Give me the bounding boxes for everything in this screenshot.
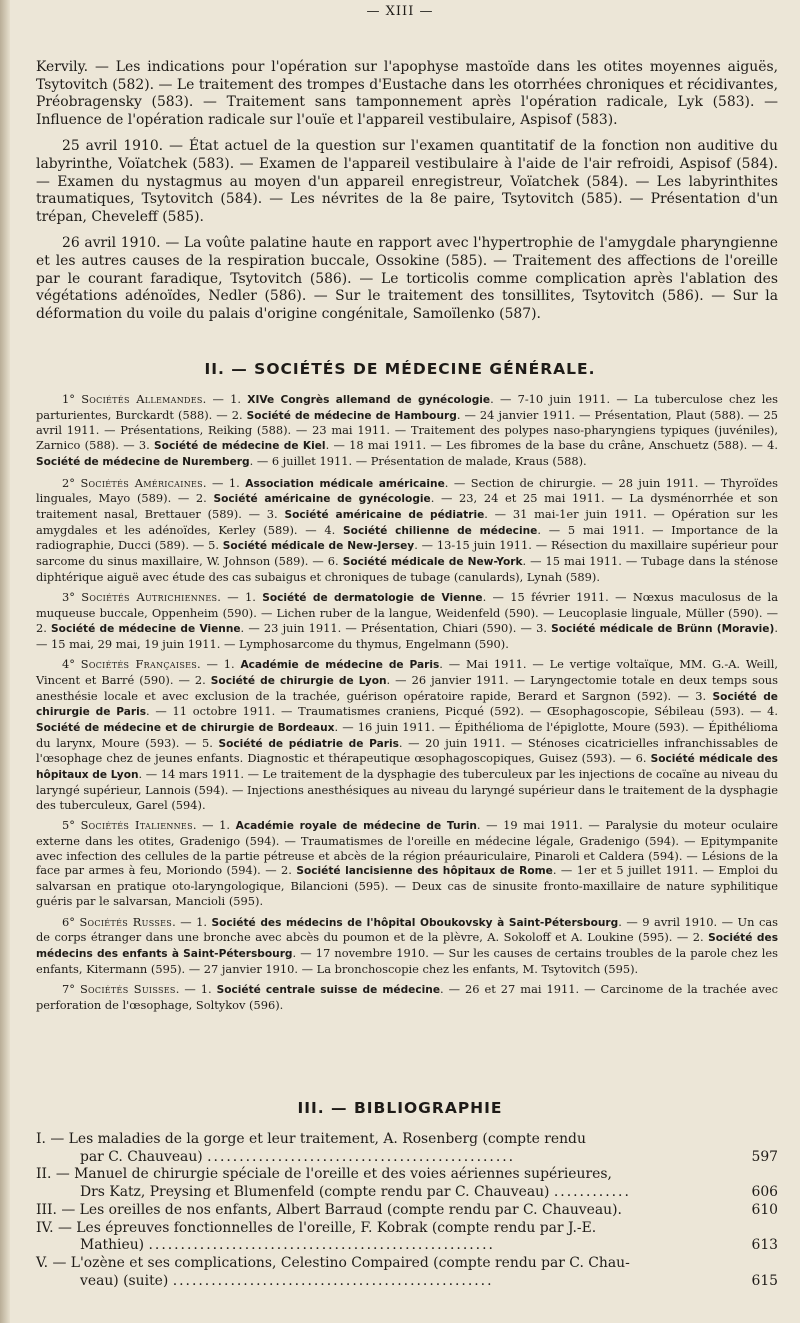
society-name: Société lancisienne des hôpitaux de Rome (296, 865, 553, 878)
bibliography-line (36, 1255, 778, 1273)
bibliography-number: I. (36, 1131, 46, 1147)
entry-text: . — 11 octobre 1911. — Traumatismes craniens, Picqué (592). — Œsophagoscopie, Sébileau (593). — 4. (146, 704, 778, 719)
bibliography-line (36, 1166, 778, 1184)
bibliography-page-number: 613 (751, 1237, 778, 1254)
society-name: XIVe Congrès allemand de gynécologie (247, 394, 491, 406)
entry-text: . — 17 novembre 1910. — Sur les causes de certains troubles de la parole chez les enfants, Kitermann (595). — 27 janvier 1910. — La bronchoscopie chez les enfants, M. Tsytovitch (595). (36, 945, 778, 976)
entry-text: . — Section de chirurgie. — 28 juin 1911. — Thyroïdes linguales, Mayo (589). — 2. (36, 475, 778, 506)
society-name: Académie de médecine de Paris (240, 659, 440, 672)
entry-text: . — 18 mai 1911. — Les fibromes de la base du crâne, Anschuetz (588). — 4. (325, 438, 779, 453)
section-3-title: III. — BIBLIOGRAPHIE (297, 1099, 503, 1117)
entry-text: . — 15 février 1911. — Nœxus maculosus de la muqueuse buccale, Oppenheim (590). — Lichen ruber de la langue, Weidenfeld (590). — Leucoplasie linguale, Müller (590). — 2. (36, 590, 778, 635)
bibliography-list (36, 1131, 778, 1290)
society-entry (36, 818, 778, 908)
bibliography-line (36, 1220, 778, 1238)
bibliography-line (36, 1202, 778, 1220)
dot-leader: ...................................................... (148, 1237, 495, 1254)
entry-number: 1° (62, 392, 82, 406)
entry-text: . — 13-15 juin 1911. — Résection du maxillaire supérieur pour sarcome du sinus maxillaire, W. Johnson (589). — 6. (36, 538, 778, 569)
entry-text: . — 1. (172, 914, 212, 929)
page-number-header: — XIII — (366, 4, 434, 19)
society-entry (36, 392, 778, 470)
entry-number: 7° (62, 982, 80, 997)
bibliography-continuation: Mathieu) ...................................................... (80, 1237, 495, 1254)
society-entry (36, 982, 778, 1012)
society-group-name: Sociétés Autrichiennes (81, 590, 218, 605)
society-name: Société américaine de gynécologie (213, 493, 431, 506)
society-name: Académie royale de médecine de Turin (235, 820, 477, 833)
society-name: Société de médecine et de chirurgie de Bordeaux (36, 722, 335, 735)
intro-paragraph-3: 26 avril 1910. — La voûte palatine haute en rapport avec l'hypertrophie de l'amygdale pharyngienne et les autres causes de la respiration buccale, Ossokine (585). — Traitement des affections de l'oreille par le courant faradique, Tsytovitch (586). — Le torticolis comme complication après l'ablation des végétations adénoïdes, Nedler (586). — Sur le traitement des tonsillites, Tsytovitch (586). — Sur la déformation du voile du palais d'origine congénitale, Samoïlenko (587). (36, 235, 778, 322)
society-name: Société médicale de Brünn (Moravie) (551, 622, 775, 635)
entry-text: . — 26 et 27 mai 1911. — Carcinome de la trachée avec perforation de l'œsophage, Soltykov (596). (36, 982, 778, 1013)
entry-number: 6° (62, 914, 80, 929)
bibliography-title: — Les maladies de la gorge et leur traitement, A. Rosenberg (compte rendu (50, 1131, 586, 1147)
entry-text: . — 23, 24 et 25 mai 1911. — La dysménorrhée et son traitement nasal, Brettauer (589). — 3. (36, 491, 779, 521)
society-name: Société chilienne de médecine (343, 524, 538, 537)
society-name: Association médicale américaine (245, 477, 445, 490)
society-name: Société de chirurgie de Paris (36, 690, 778, 719)
bibliography-page-number: 606 (751, 1184, 778, 1201)
entry-text: . — 9 avril 1910. — Un cas de corps étranger dans une bronche avec abcès du poumon et de la plèvre, A. Sokoloff et A. Loukine (595). — 2. (36, 914, 778, 945)
entry-text: . — 1. (192, 818, 236, 833)
society-entry (36, 915, 778, 977)
bibliography-number: IV. (36, 1219, 54, 1236)
society-group-name: Sociétés Américaines (80, 475, 203, 490)
society-name: Société de médecine de Vienne (51, 622, 241, 635)
bibliography-continuation: veau) (suite) .................................................. (80, 1272, 494, 1289)
section-2-title: II. — SOCIÉTÉS DE MÉDECINE GÉNÉRALE. (204, 360, 596, 378)
entry-text: . — 26 janvier 1911. — Laryngectomie totale en deux temps sous anesthésie locale et avec exclusion de la trachée, guérison opératoire rapide, Berard et Sargnon (592). — 3. (36, 672, 778, 703)
society-entry (36, 476, 778, 585)
bibliography-line (36, 1131, 778, 1149)
bibliography-title: — L'ozène et ses complications, Celestino Compaired (compte rendu par C. Chau- (52, 1254, 630, 1271)
bibliography-items (36, 1131, 778, 1290)
intro-paragraph-2: 25 avril 1910. — État actuel de la question sur l'examen quantitatif de la fonction non auditive du labyrinthe, Voïatchek (583). — Examen de l'appareil vestibulaire à l'aide de l'air refroidi, Aspisof (584). — Examen du nystagmus au moyen d'un appareil enregistreur, Voïatchek (584). — Les labyrinthites traumatiques, Tsytovitch (584). — Les névrites de la 8e paire, Tsytovitch (585). — Présentation d'un trépan, Cheveleff (585). (36, 138, 778, 225)
society-name: Société médicale de New-York (342, 556, 523, 569)
entry-text: . — 19 mai 1911. — Paralysie du moteur oculaire externe dans les otites, Gradenigo (594). — Traumatismes de l'oreille en médecine légale, Gradenigo (594). — Epitympanite avec infection des cellules de la partie pétreuse et abcès de la région préauriculaire, Pinaroli et Caldera (594). — Lésions de la face par armes à feu, Moriondo (594). — 2. (36, 818, 778, 878)
entry-text: . — 23 juin 1911. — Présentation, Chiari (590). — 3. (240, 620, 552, 635)
bibliography-item (36, 1166, 778, 1201)
bibliography-item (36, 1220, 778, 1255)
bibliography-page-number: 597 (751, 1148, 778, 1165)
section-2-body (36, 392, 778, 1013)
society-name: Société de médecine de Nuremberg (36, 455, 250, 468)
society-name: Société de dermatologie de Vienne (262, 592, 483, 605)
entry-text: . — 15 mai 1911. — Tubage dans la sténose diphtérique aiguë avec étude des cas subaigus et chroniques de tubage (canulards), Lynah (589). (36, 554, 778, 584)
entry-text: . — 24 janvier 1911. — Présentation, Plaut (588). — 25 avril 1911. — Présentations, Reiking (588). — 23 mai 1911. — Traitement des polypes naso-pharyngiens typiques (juvéniles), Zarnico (588). — 3. (36, 407, 779, 453)
page-edge-shadow (0, 0, 10, 1323)
society-name: Société américaine de pédiatrie (284, 508, 485, 521)
society-name: Société de médecine de Hambourg (246, 409, 457, 422)
entry-text: . — 16 juin 1911. — Épithélioma de l'épiglotte, Moure (593). — Épithélioma du larynx, Moure (593). — 5. (36, 720, 778, 750)
society-name: Société de médecine de Kiel (154, 440, 326, 453)
society-name: Société des médecins des enfants à Saint-Pétersbourg (36, 932, 779, 960)
bibliography-title: — Les épreuves fonctionnelles de l'oreille, F. Kobrak (compte rendu par J.-E. (57, 1219, 597, 1236)
bibliography-page-number: 615 (751, 1272, 778, 1289)
society-group-name: Sociétés Italiennes (80, 818, 193, 833)
society-group-name: Sociétés Françaises (80, 657, 198, 672)
society-entry (36, 657, 778, 812)
bibliography-page-number: 610 (751, 1201, 778, 1218)
bibliography-continuation: par C. Chauveau) ................................................ (80, 1148, 516, 1165)
entry-text: . — 1. (217, 590, 263, 605)
bibliography-item (36, 1131, 778, 1166)
entry-text: . — 1. (197, 657, 241, 672)
entry-text: . — 14 mars 1911. — Le traitement de la dysphagie des tuberculeux par les injections de cocaïne au niveau du laryngé supérieur, Lannois (594). — Injections anesthésiques au niveau du laryngé supérieur dans le traitement de la dysphagie des tuberculeux, Garel (594). (36, 767, 778, 812)
society-group-name: Sociétés Allemandes (81, 392, 203, 406)
bibliography-item (36, 1255, 778, 1290)
entry-text: . — 1. (202, 392, 248, 406)
society-name: Société médicale de New-Jersey (222, 540, 415, 553)
entry-text: . — 15 mai, 29 mai, 19 juin 1911. — Lymphosarcome du thymus, Engelmann (590). (36, 620, 778, 651)
entry-text: . — 1er et 5 juillet 1911. — Emploi du salvarsan en pratique oto-laryngologique, Bilancioni (595). — Deux cas de sinusite fronto-maxillaire de nature syphilitique guéris par le salvarsan, Mancioli (595). (36, 863, 779, 908)
society-name: Société de chirurgie de Lyon (210, 674, 387, 687)
intro-block (36, 59, 778, 323)
dot-leader: .................................................. (172, 1272, 494, 1289)
society-group-name: Sociétés Russes (79, 914, 173, 929)
entry-text: . — 5 mai 1911. — Importance de la radiographie, Ducci (589). — 5. (36, 522, 778, 553)
bibliography-number: V. (36, 1254, 49, 1271)
society-entry (36, 590, 778, 651)
bibliography-number: III. (36, 1201, 57, 1218)
entry-text: . — Mai 1911. — Le vertige voltaïque, MM. G.-A. Weill, Vincent et Barré (590). — 2. (36, 657, 778, 687)
society-name: Société centrale suisse de médecine (216, 984, 440, 997)
intro-paragraph-1: Kervily. — Les indications pour l'opération sur l'apophyse mastoïde dans les otites moyennes aiguës, Tsytovitch (582). — Le traitement des trompes d'Eustache dans les otorrhées chroniques et récidivantes, Préobragensky (583). — Traitement sans tamponnement après l'opération radicale, Lyk (583). — Influence de l'opération radicale sur l'ouïe et l'appareil vestibulaire, Aspisof (583). (36, 59, 778, 128)
dot-leader: ............ (553, 1184, 631, 1201)
entry-number: 5° (62, 818, 81, 833)
entry-number: 3° (62, 590, 82, 605)
entry-text: . — 1. (202, 475, 246, 490)
entry-number: 2° (62, 475, 81, 490)
bibliography-continuation: Drs Katz, Preysing et Blumenfeld (compte rendu par C. Chauveau) ............ (80, 1184, 631, 1201)
bibliography-title: — Les oreilles de nos enfants, Albert Barraud (compte rendu par C. Chauveau). (61, 1201, 622, 1218)
entry-number: 4° (62, 657, 81, 672)
society-name: Société médicale des hôpitaux de Lyon (36, 753, 778, 782)
entry-text: . — 1. (175, 982, 217, 997)
entry-text: . — 6 juillet 1911. — Présentation de malade, Kraus (588). (249, 453, 587, 468)
society-entries (36, 392, 778, 1013)
bibliography-number: II. (36, 1166, 52, 1183)
bibliography-title: — Manuel de chirurgie spéciale de l'oreille et des voies aériennes supérieures, (55, 1166, 612, 1183)
society-name: Société des médecins de l'hôpital Oboukovsky à Saint-Pétersbourg (211, 916, 619, 929)
society-name: Société de pédiatrie de Paris (218, 737, 399, 750)
entry-text: . — 20 juin 1911. — Sténoses cicatricielles infranchissables de l'œsophage chez de jeunes enfants. Diagnostic et thérapeutique œsophagoscopiques, Guisez (593). — 6. (36, 735, 778, 766)
society-group-name: Sociétés Suisses (79, 982, 176, 997)
entry-text: . — 7-10 juin 1911. — La tuberculose chez les parturientes, Burckardt (588). — 2. (36, 392, 778, 422)
bibliography-item (36, 1202, 778, 1220)
dot-leader: ................................................ (207, 1148, 516, 1165)
entry-text: . — 31 mai-1er juin 1911. — Opération sur les amygdales et les adénoïdes, Kerley (589). — 4. (36, 506, 778, 537)
